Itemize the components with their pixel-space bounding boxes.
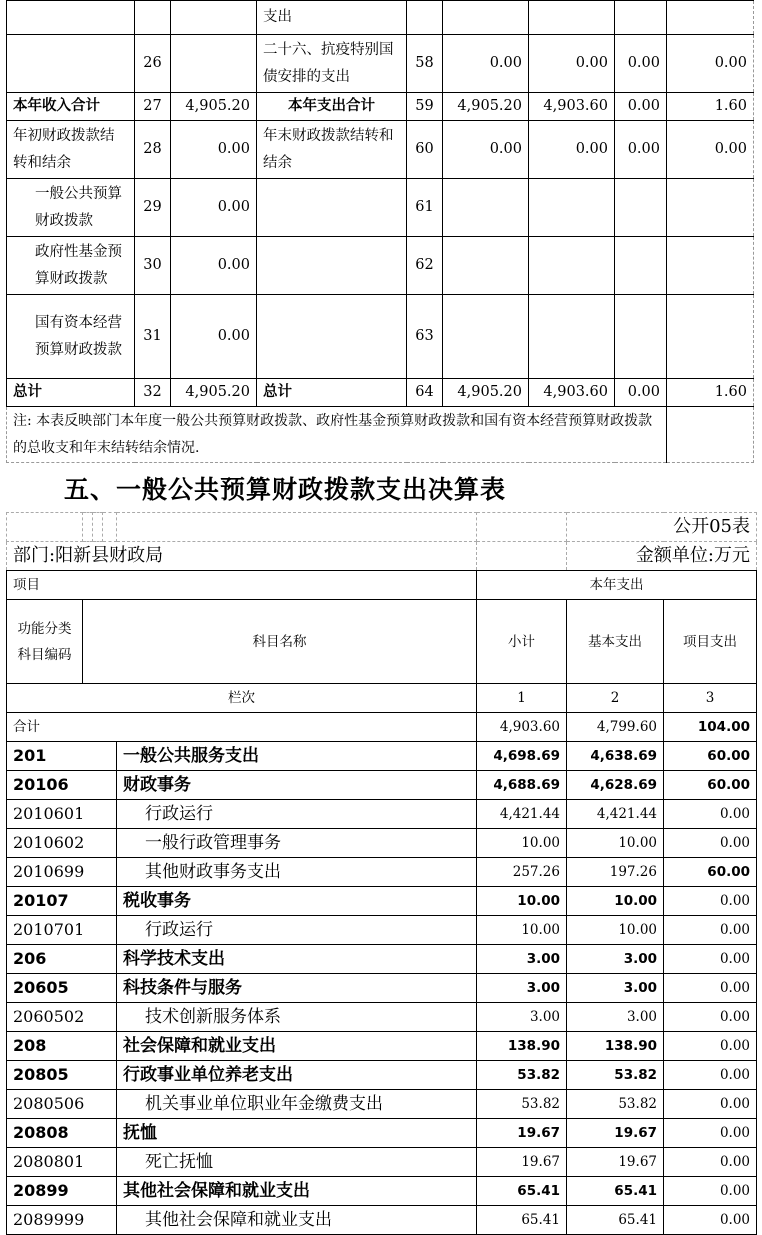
row-subject-name: 科学技术支出 bbox=[117, 945, 477, 974]
row-subtotal: 53.82 bbox=[477, 1061, 567, 1090]
row-basic: 19.67 bbox=[567, 1148, 664, 1177]
table-row bbox=[7, 1003, 757, 1032]
summary-income-item: 政府性基金预算财政拨款 bbox=[7, 237, 135, 295]
total-project: 104.00 bbox=[664, 713, 757, 742]
table-row bbox=[7, 829, 757, 858]
summary-expense-item: 本年支出合计 bbox=[257, 93, 407, 121]
row-subtotal: 4,698.69 bbox=[477, 742, 567, 771]
table-row bbox=[7, 1032, 757, 1061]
row-subtotal: 65.41 bbox=[477, 1177, 567, 1206]
summary-income-amount bbox=[171, 1, 257, 35]
row-code: 20107 bbox=[7, 887, 117, 916]
row-subtotal: 10.00 bbox=[477, 829, 567, 858]
row-project: 0.00 bbox=[664, 916, 757, 945]
row-subtotal: 4,421.44 bbox=[477, 800, 567, 829]
summary-expense-basic bbox=[529, 1, 615, 35]
summary-income-amount: 0.00 bbox=[171, 179, 257, 237]
row-project: 0.00 bbox=[664, 800, 757, 829]
table-row bbox=[7, 1177, 757, 1206]
summary-expense-project bbox=[615, 1, 667, 35]
row-code: 2010602 bbox=[7, 829, 117, 858]
row-basic: 10.00 bbox=[567, 829, 664, 858]
summary-expense-item: 年末财政拨款结转和结余 bbox=[257, 121, 407, 179]
row-subtotal: 53.82 bbox=[477, 1090, 567, 1119]
row-subtotal: 10.00 bbox=[477, 887, 567, 916]
income-expense-summary-table bbox=[6, 0, 754, 463]
department-row bbox=[7, 542, 757, 571]
header-item: 项目 bbox=[7, 571, 477, 600]
summary-expense-item bbox=[257, 179, 407, 237]
summary-income-amount: 0.00 bbox=[171, 237, 257, 295]
general-budget-expense-table bbox=[6, 512, 757, 1235]
summary-income-item: 国有资本经营预算财政拨款 bbox=[7, 295, 135, 379]
header-row-2 bbox=[7, 600, 757, 684]
row-code: 20899 bbox=[7, 1177, 117, 1206]
header-basic: 基本支出 bbox=[567, 600, 664, 684]
header-col-1: 1 bbox=[477, 684, 567, 713]
summary-income-no: 29 bbox=[135, 179, 171, 237]
row-code: 20808 bbox=[7, 1119, 117, 1148]
summary-income-amount: 0.00 bbox=[171, 121, 257, 179]
header-subtotal: 小计 bbox=[477, 600, 567, 684]
table-row bbox=[7, 1090, 757, 1119]
summary-row bbox=[7, 379, 754, 407]
row-subject-name: 其他社会保障和就业支出 bbox=[117, 1177, 477, 1206]
total-label: 合计 bbox=[7, 713, 477, 742]
summary-expense-total bbox=[443, 295, 529, 379]
table-row bbox=[7, 945, 757, 974]
header-col-2: 2 bbox=[567, 684, 664, 713]
total-row bbox=[7, 713, 757, 742]
row-subject-name: 抚恤 bbox=[117, 1119, 477, 1148]
section-title: 五、一般公共预算财政拨款支出决算表 bbox=[64, 475, 507, 504]
summary-row bbox=[7, 35, 754, 93]
form-number: 公开05表 bbox=[567, 513, 757, 542]
table-row bbox=[7, 974, 757, 1003]
row-project: 60.00 bbox=[664, 858, 757, 887]
header-project: 项目支出 bbox=[664, 600, 757, 684]
row-project: 60.00 bbox=[664, 742, 757, 771]
row-project: 0.00 bbox=[664, 1177, 757, 1206]
summary-income-item bbox=[7, 1, 135, 35]
summary-expense-project: 0.00 bbox=[615, 379, 667, 407]
summary-expense-item: 二十六、抗疫特别国债安排的支出 bbox=[257, 35, 407, 93]
summary-expense-basic bbox=[529, 295, 615, 379]
table-row bbox=[7, 1148, 757, 1177]
row-subtotal: 3.00 bbox=[477, 974, 567, 1003]
summary-expense-basic bbox=[529, 179, 615, 237]
header-current-year-expense: 本年支出 bbox=[477, 571, 757, 600]
summary-expense-no: 64 bbox=[407, 379, 443, 407]
column-number-row bbox=[7, 684, 757, 713]
total-subtotal: 4,903.60 bbox=[477, 713, 567, 742]
row-code: 201 bbox=[7, 742, 117, 771]
row-project: 0.00 bbox=[664, 829, 757, 858]
summary-expense-project: 0.00 bbox=[615, 93, 667, 121]
row-subtotal: 3.00 bbox=[477, 1003, 567, 1032]
summary-expense-other: 0.00 bbox=[667, 121, 754, 179]
summary-row bbox=[7, 1, 754, 35]
summary-expense-project: 0.00 bbox=[615, 35, 667, 93]
summary-expense-total bbox=[443, 237, 529, 295]
row-basic: 53.82 bbox=[567, 1090, 664, 1119]
row-code: 2010601 bbox=[7, 800, 117, 829]
summary-income-amount: 4,905.20 bbox=[171, 93, 257, 121]
summary-expense-other bbox=[667, 179, 754, 237]
summary-expense-no: 58 bbox=[407, 35, 443, 93]
header-func-code: 功能分类科目编码 bbox=[7, 600, 83, 684]
row-subject-name: 财政事务 bbox=[117, 771, 477, 800]
summary-expense-basic: 0.00 bbox=[529, 121, 615, 179]
row-subtotal: 19.67 bbox=[477, 1119, 567, 1148]
summary-expense-total: 4,905.20 bbox=[443, 379, 529, 407]
summary-income-amount: 4,905.20 bbox=[171, 379, 257, 407]
row-code: 2080506 bbox=[7, 1090, 117, 1119]
summary-income-no: 30 bbox=[135, 237, 171, 295]
row-subtotal: 138.90 bbox=[477, 1032, 567, 1061]
row-basic: 65.41 bbox=[567, 1177, 664, 1206]
summary-income-no: 26 bbox=[135, 35, 171, 93]
total-basic: 4,799.60 bbox=[567, 713, 664, 742]
summary-expense-project bbox=[615, 237, 667, 295]
row-code: 2010699 bbox=[7, 858, 117, 887]
summary-expense-total bbox=[443, 179, 529, 237]
row-project: 0.00 bbox=[664, 1032, 757, 1061]
row-subject-name: 技术创新服务体系 bbox=[117, 1003, 477, 1032]
row-code: 2080801 bbox=[7, 1148, 117, 1177]
summary-income-no bbox=[135, 1, 171, 35]
row-basic: 10.00 bbox=[567, 916, 664, 945]
summary-expense-total: 4,905.20 bbox=[443, 93, 529, 121]
row-project: 0.00 bbox=[664, 1119, 757, 1148]
row-subject-name: 一般公共服务支出 bbox=[117, 742, 477, 771]
summary-expense-project bbox=[615, 295, 667, 379]
row-subtotal: 257.26 bbox=[477, 858, 567, 887]
row-subject-name: 行政事业单位养老支出 bbox=[117, 1061, 477, 1090]
summary-expense-no bbox=[407, 1, 443, 35]
summary-expense-other bbox=[667, 1, 754, 35]
summary-expense-no: 60 bbox=[407, 121, 443, 179]
summary-row bbox=[7, 93, 754, 121]
summary-income-item: 年初财政拨款结转和结余 bbox=[7, 121, 135, 179]
row-basic: 4,421.44 bbox=[567, 800, 664, 829]
table-row bbox=[7, 887, 757, 916]
summary-expense-basic: 0.00 bbox=[529, 35, 615, 93]
summary-note-blank bbox=[667, 407, 754, 463]
summary-row bbox=[7, 121, 754, 179]
row-code: 206 bbox=[7, 945, 117, 974]
unit-label: 金额单位:万元 bbox=[567, 542, 757, 571]
table-row bbox=[7, 800, 757, 829]
row-project: 0.00 bbox=[664, 887, 757, 916]
summary-expense-total: 0.00 bbox=[443, 121, 529, 179]
table-row bbox=[7, 1119, 757, 1148]
row-basic: 3.00 bbox=[567, 974, 664, 1003]
summary-expense-project: 0.00 bbox=[615, 121, 667, 179]
summary-income-item: 一般公共预算财政拨款 bbox=[7, 179, 135, 237]
row-project: 0.00 bbox=[664, 1148, 757, 1177]
row-code: 20106 bbox=[7, 771, 117, 800]
summary-income-amount: 0.00 bbox=[171, 295, 257, 379]
row-subject-name: 机关事业单位职业年金缴费支出 bbox=[117, 1090, 477, 1119]
row-subject-name: 其他社会保障和就业支出 bbox=[117, 1206, 477, 1235]
row-project: 0.00 bbox=[664, 1206, 757, 1235]
row-code: 20805 bbox=[7, 1061, 117, 1090]
row-subject-name: 一般行政管理事务 bbox=[117, 829, 477, 858]
header-column-no: 栏次 bbox=[7, 684, 477, 713]
summary-expense-other: 1.60 bbox=[667, 93, 754, 121]
header-col-3: 3 bbox=[664, 684, 757, 713]
summary-expense-item: 总计 bbox=[257, 379, 407, 407]
summary-row bbox=[7, 179, 754, 237]
summary-expense-other: 0.00 bbox=[667, 35, 754, 93]
summary-note-row bbox=[7, 407, 754, 463]
row-basic: 4,628.69 bbox=[567, 771, 664, 800]
summary-income-item bbox=[7, 35, 135, 93]
row-project: 0.00 bbox=[664, 1003, 757, 1032]
summary-expense-other: 1.60 bbox=[667, 379, 754, 407]
row-subject-name: 社会保障和就业支出 bbox=[117, 1032, 477, 1061]
summary-income-no: 31 bbox=[135, 295, 171, 379]
summary-expense-basic: 4,903.60 bbox=[529, 379, 615, 407]
summary-expense-basic bbox=[529, 237, 615, 295]
summary-row bbox=[7, 295, 754, 379]
row-code: 2089999 bbox=[7, 1206, 117, 1235]
table-row bbox=[7, 1061, 757, 1090]
row-code: 20605 bbox=[7, 974, 117, 1003]
summary-row bbox=[7, 237, 754, 295]
row-project: 0.00 bbox=[664, 974, 757, 1003]
row-subtotal: 3.00 bbox=[477, 945, 567, 974]
summary-income-no: 27 bbox=[135, 93, 171, 121]
row-project: 60.00 bbox=[664, 771, 757, 800]
summary-income-no: 28 bbox=[135, 121, 171, 179]
summary-expense-other bbox=[667, 237, 754, 295]
row-basic: 197.26 bbox=[567, 858, 664, 887]
summary-expense-total: 0.00 bbox=[443, 35, 529, 93]
row-code: 2010701 bbox=[7, 916, 117, 945]
summary-expense-other bbox=[667, 295, 754, 379]
row-subtotal: 19.67 bbox=[477, 1148, 567, 1177]
summary-expense-basic: 4,903.60 bbox=[529, 93, 615, 121]
row-subject-name: 死亡抚恤 bbox=[117, 1148, 477, 1177]
summary-expense-no: 61 bbox=[407, 179, 443, 237]
row-subtotal: 10.00 bbox=[477, 916, 567, 945]
row-project: 0.00 bbox=[664, 1061, 757, 1090]
header-subject-name: 科目名称 bbox=[83, 600, 477, 684]
row-project: 0.00 bbox=[664, 1090, 757, 1119]
table-row bbox=[7, 742, 757, 771]
summary-expense-no: 59 bbox=[407, 93, 443, 121]
summary-expense-item: 支出 bbox=[257, 1, 407, 35]
summary-expense-no: 62 bbox=[407, 237, 443, 295]
department-label: 部门:阳新县财政局 bbox=[7, 542, 477, 571]
summary-expense-item bbox=[257, 237, 407, 295]
summary-income-no: 32 bbox=[135, 379, 171, 407]
form-number-row bbox=[7, 513, 757, 542]
table-row bbox=[7, 1206, 757, 1235]
table-row bbox=[7, 858, 757, 887]
row-basic: 10.00 bbox=[567, 887, 664, 916]
row-basic: 65.41 bbox=[567, 1206, 664, 1235]
row-code: 2060502 bbox=[7, 1003, 117, 1032]
row-subtotal: 4,688.69 bbox=[477, 771, 567, 800]
row-subject-name: 科技条件与服务 bbox=[117, 974, 477, 1003]
summary-expense-item bbox=[257, 295, 407, 379]
row-subject-name: 行政运行 bbox=[117, 800, 477, 829]
summary-expense-project bbox=[615, 179, 667, 237]
row-subject-name: 行政运行 bbox=[117, 916, 477, 945]
row-basic: 19.67 bbox=[567, 1119, 664, 1148]
summary-expense-total bbox=[443, 1, 529, 35]
row-basic: 3.00 bbox=[567, 1003, 664, 1032]
row-subject-name: 税收事务 bbox=[117, 887, 477, 916]
row-subtotal: 65.41 bbox=[477, 1206, 567, 1235]
row-code: 208 bbox=[7, 1032, 117, 1061]
header-row-1 bbox=[7, 571, 757, 600]
row-basic: 4,638.69 bbox=[567, 742, 664, 771]
summary-income-item: 本年收入合计 bbox=[7, 93, 135, 121]
row-basic: 138.90 bbox=[567, 1032, 664, 1061]
summary-expense-no: 63 bbox=[407, 295, 443, 379]
row-basic: 53.82 bbox=[567, 1061, 664, 1090]
table-row bbox=[7, 771, 757, 800]
row-basic: 3.00 bbox=[567, 945, 664, 974]
summary-note: 注: 本表反映部门本年度一般公共预算财政拨款、政府性基金预算财政拨款和国有资本经营预算财政拨款的总收支和年末结转结余情况. bbox=[7, 407, 667, 463]
table-row bbox=[7, 916, 757, 945]
row-project: 0.00 bbox=[664, 945, 757, 974]
row-subject-name: 其他财政事务支出 bbox=[117, 858, 477, 887]
summary-income-item: 总计 bbox=[7, 379, 135, 407]
summary-income-amount bbox=[171, 35, 257, 93]
